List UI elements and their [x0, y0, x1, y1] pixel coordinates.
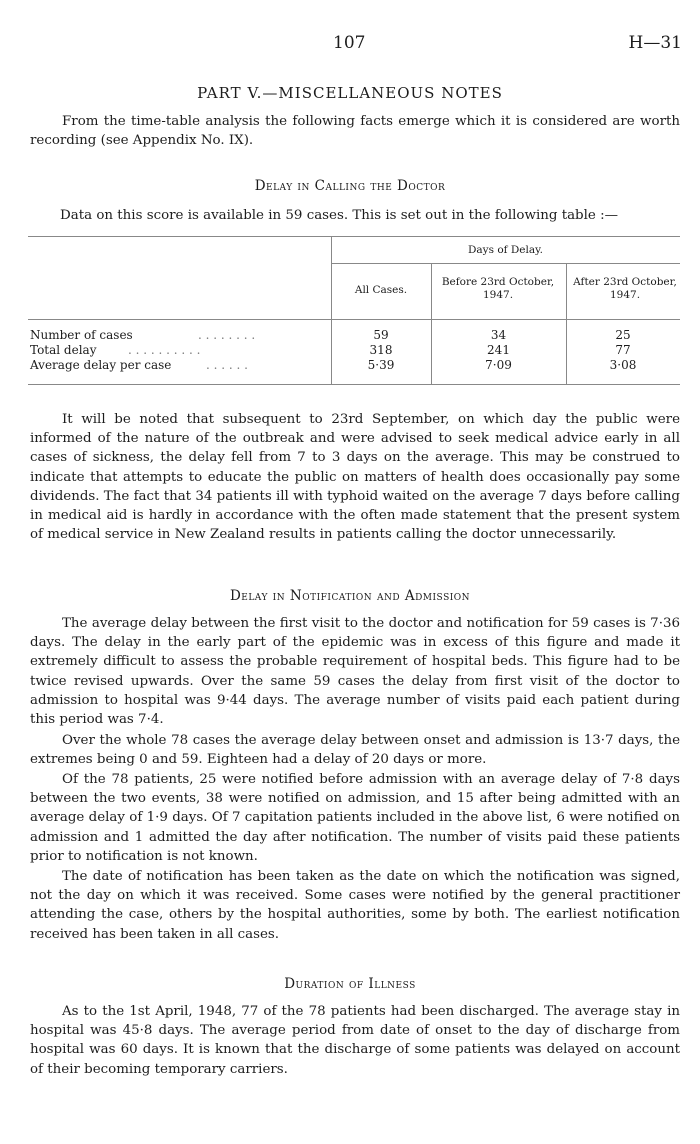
- table-cell: 59: [373, 328, 389, 342]
- section-title-delay-calling: Delay in Calling the Doctor: [254, 178, 446, 194]
- table-row-label: Total delay: [30, 343, 97, 357]
- table-row-label: Number of cases: [30, 328, 133, 342]
- table-group-header: Days of Delay.: [467, 244, 543, 256]
- report-id: H—31: [628, 33, 682, 53]
- table-cell: 25: [615, 328, 631, 342]
- section-title-duration: Duration of Illness: [284, 976, 416, 992]
- page-header: [0, 33, 700, 57]
- section-title-delay-notification: Delay in Notification and Admission: [229, 588, 471, 604]
- table-cell: 7·09: [485, 358, 512, 372]
- table-lead-text: Data on this score is available in 59 cases. This is set out in the following table :—: [60, 208, 618, 223]
- part-title: PART V.—MISCELLANEOUS NOTES: [197, 84, 503, 102]
- table-col-header-before: Before 23rd October, 1947.: [441, 276, 555, 301]
- table-row-dots: . . . . . . . . . .: [128, 343, 201, 357]
- table-cell: 5·39: [367, 358, 395, 372]
- table-row-label: Average delay per case: [30, 358, 172, 372]
- duration-paragraph: As to the 1st April, 1948, 77 of the 78 patients had been discharged. The average stay in hospital was 45·8 days. The average period from date of onset to the day of discharge from hospital was 60 days. It is known that the discharge of some patients was delayed on account of their becoming temporary carriers.: [30, 1004, 680, 1077]
- notification-paragraph-1: The average delay between the first visit to the doctor and notification for 59 cases is 7·36 days. The delay in the early part of the epidemic was in excess of this figure and made it extremely difficult to assess the probable requirement of hospital beds. This figure had to be twice revised upwards. Over the same 59 cases the delay from first visit of the doctor to admission to hospital was 9·44 days. The average number of visits paid each patient during this period was 7·4.: [30, 616, 680, 728]
- table-cell: 77: [615, 343, 631, 357]
- page-number: 107: [333, 33, 366, 53]
- table-col-header-all: All Cases.: [354, 284, 408, 296]
- notification-paragraph-4: The date of notification has been taken as the date on which the notification was signed, not the day on which it was received. Some cases were notified by the general practitioner attending the case, others by the hospital authorities, some by both. The earliest notification received has been taken in all cases.: [30, 869, 680, 942]
- table-cell: 34: [490, 328, 507, 342]
- table-cell: 241: [487, 343, 510, 357]
- delay-calling-paragraph: It will be noted that subsequent to 23rd September, on which day the public were informed of the nature of the outbreak and were advised to seek medical advice early in all cases of sickness, the delay fell from 7 to 3 days on the average. This may be construed to indicate that attempts to educate the public on matters of health does occasionally pay some dividends. The fact that 34 patients ill with typhoid waited on the average 7 days before calling in medical aid is hardly in accordance with the often made statement that the present system of medical service in New Zealand results in patients calling the doctor unnecessarily.: [30, 412, 680, 543]
- intro-paragraph: From the time-table analysis the following facts emerge which it is considered are worth recording (see Appendix No. IX).: [30, 114, 680, 149]
- delay-table: [28, 236, 680, 386]
- notification-paragraph-2: Over the whole 78 cases the average delay between onset and admission is 13·7 days, the extremes being 0 and 59. Eighteen had a delay of 20 days or more.: [30, 733, 680, 768]
- notification-paragraph-3: Of the 78 patients, 25 were notified before admission with an average delay of 7·8 days between the two events, 38 were notified on admission, and 15 after being admitted with an average delay of 1·9 days. Of 7 capitation patients included in the above list, 6 were notified on admission and 1 admitted the day after notification. The number of visits paid these patients prior to notification is not known.: [30, 772, 680, 864]
- table-row-dots: . . . . . .: [206, 358, 248, 372]
- table-cell: 3·08: [609, 358, 637, 372]
- table-cell: 318: [369, 343, 393, 357]
- table-col-header-after: After 23rd October, 1947.: [573, 276, 677, 301]
- table-row-dots: . . . . . . . .: [198, 328, 256, 342]
